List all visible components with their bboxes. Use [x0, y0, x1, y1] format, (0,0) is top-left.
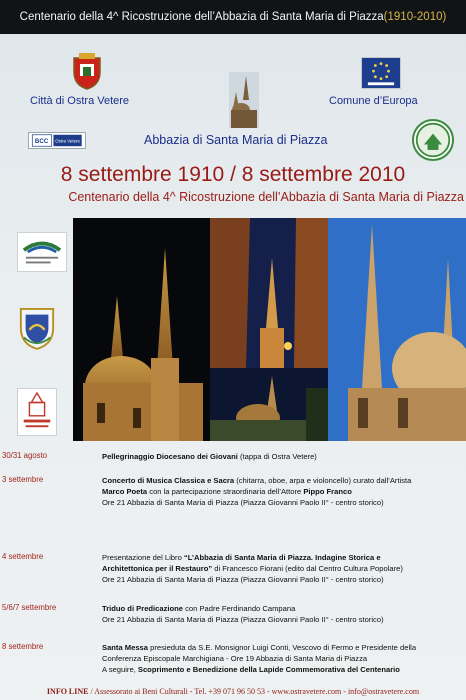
ostra-vetere-crest-icon: [70, 52, 104, 90]
event-text-line: Conferenza Episcopale Marchigiana - Ore 19 Abbazia di Santa Maria di Piazza: [102, 654, 368, 664]
assemblea-legislativa-logo-icon: [17, 232, 67, 272]
header-title-years: (1910-2010): [383, 11, 447, 23]
event-venue: Ore 21 Abbazia di Santa Maria di Piazza (Piazza Giovanni Paolo II° - centro storico): [102, 575, 384, 585]
info-line-text: / Assessorato ai Beni Culturali - Tel. +39 071 96 50 53 - www.ostravetere.com - info@ostravetere.com: [88, 687, 420, 696]
event-dates-title: 8 settembre 1910 / 8 settembre 2010: [60, 163, 406, 186]
info-line-label: INFO LINE: [46, 687, 89, 696]
event-date: 5/6/7 settembre: [2, 603, 57, 612]
header-title: Centenario della 4^ Ricostruzione dell’Abbazia di Santa Maria di Piazza: [19, 11, 384, 23]
event-text: (tappa di Ostra Vetere): [237, 452, 317, 461]
event-title: Triduo di Predicazione: [102, 604, 184, 613]
abbey-night-photo: [73, 218, 210, 441]
event-artist: Marco Poeta: [102, 487, 148, 497]
event-date: 3 settembre: [2, 475, 44, 484]
event-date: 8 settembre: [2, 642, 44, 651]
centro-cultura-popolare-logo-icon: [412, 119, 454, 161]
event-title: Pellegrinaggio Diocesano dei Giovani: [102, 452, 238, 461]
svg-text:BCC: BCC: [34, 138, 49, 146]
abbazia-label: Abbazia di Santa Maria di Piazza: [144, 133, 328, 147]
centenary-subtitle: Centenario della 4^ Ricostruzione dell’Abbazia di Santa Maria di Piazza: [68, 190, 464, 204]
event-text: con Padre Ferdinando Campana: [183, 604, 296, 613]
svg-text:Ostra Vetere: Ostra Vetere: [55, 138, 80, 144]
event-description: [102, 552, 464, 586]
eu-flag-icon: [361, 57, 401, 89]
event-title: Santa Messa: [102, 643, 149, 652]
abbey-thumbnail-icon: [229, 72, 259, 128]
event-venue: Ore 21 Abbazia di Santa Maria di Piazza (Piazza Giovanni Paolo II° - centro storico): [102, 498, 384, 508]
pro-loco-logo-icon: [17, 388, 57, 436]
event-guest: Pippo Franco: [303, 487, 352, 497]
citta-label: Città di Ostra Vetere: [30, 95, 130, 107]
event-title-cont: Scoprimento e Benedizione della Lapide Commemorativa del Centenario: [137, 665, 400, 675]
provincia-crest-icon: [17, 302, 57, 352]
event-text: (chitarra, oboe, arpa e violoncello) curato dall’Artista: [234, 476, 412, 485]
event-text: con la partecipazione straordinaria dell’Attore: [147, 487, 304, 497]
event-title: Concerto di Musica Classica e Sacra: [102, 476, 235, 485]
event-text: di Francesco Fiorani (edito dal Centro Cultura Popolare): [212, 564, 403, 574]
comune-label: Comune d’Europa: [329, 95, 418, 107]
event-text: A seguire,: [102, 665, 138, 675]
event-text: presieduta da S.E. Monsignor Luigi Conti, Vescovo di Fermo e Presidente della: [148, 643, 417, 652]
event-description: [102, 603, 464, 625]
event-description: [102, 475, 464, 509]
bcc-logo-icon: [28, 132, 86, 149]
event-date: 4 settembre: [2, 552, 44, 561]
abbey-daytime-photo: [328, 218, 466, 441]
event-description: [102, 451, 464, 462]
event-description: [102, 642, 464, 676]
event-text: Presentazione del Libro: [102, 553, 184, 562]
abbey-evening-photo: [210, 368, 328, 441]
event-title-cont: Architettonica per il Restauro”: [102, 564, 213, 574]
event-date: 30/31 agosto: [2, 451, 48, 460]
header-title-bar: [0, 0, 466, 34]
abbey-street-photo: [210, 218, 328, 368]
info-line-footer: [0, 687, 466, 700]
event-title: “L’Abbazia di Santa Maria di Piazza. Indagine Storica e: [183, 553, 381, 562]
event-venue: Ore 21 Abbazia di Santa Maria di Piazza (Piazza Giovanni Paolo II° - centro storico): [102, 615, 384, 625]
